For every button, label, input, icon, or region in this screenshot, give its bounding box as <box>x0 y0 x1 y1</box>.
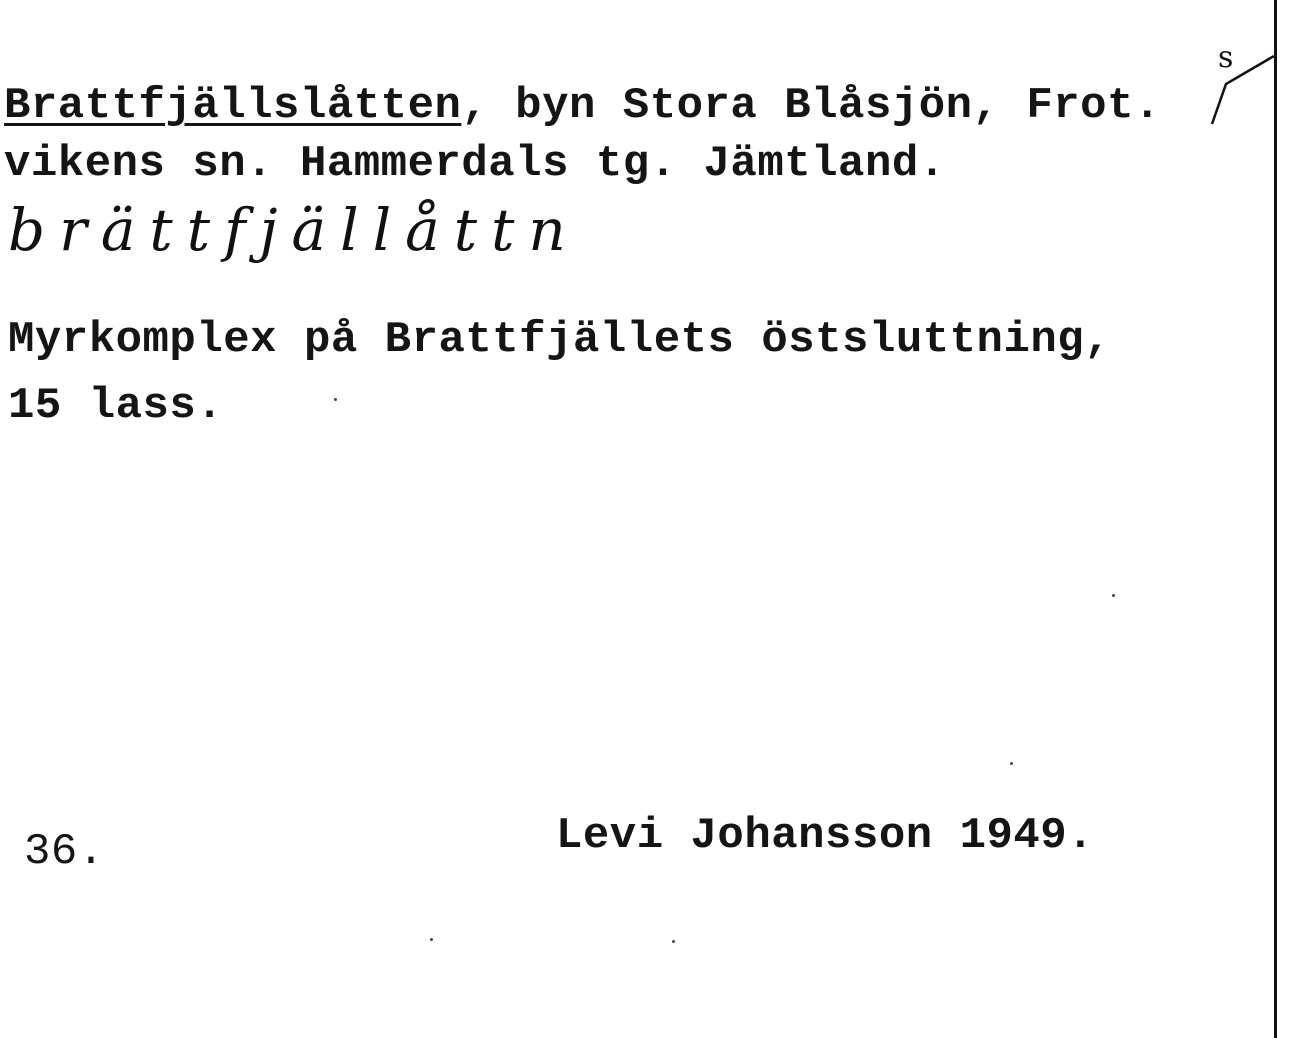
place-name: Brattfjällslåtten <box>4 81 462 131</box>
heading-line-1-rest: , byn Stora Blåsjön, Frot. <box>461 81 1161 131</box>
heading-line-1 <box>4 81 1161 131</box>
card-number: 36. <box>24 827 105 877</box>
scan-speck <box>334 398 337 401</box>
phonetic-transcription: brättfjällåttn <box>8 196 580 264</box>
correction-strike <box>1200 44 1280 134</box>
card-edge-border <box>1274 0 1277 1038</box>
heading-line-2: vikens sn. Hammerdals tg. Jämtland. <box>4 139 946 189</box>
recorder-and-year: Levi Johansson 1949. <box>556 811 1095 861</box>
scan-speck <box>1010 762 1013 765</box>
scan-speck <box>1112 594 1115 597</box>
correction-mark: s <box>1218 40 1234 75</box>
description-line-1: Myrkomplex på Brattfjällets östsluttning, <box>8 315 1112 365</box>
description-line-2: 15 lass. <box>8 381 224 431</box>
scan-speck <box>430 938 433 941</box>
scan-speck <box>672 940 675 943</box>
